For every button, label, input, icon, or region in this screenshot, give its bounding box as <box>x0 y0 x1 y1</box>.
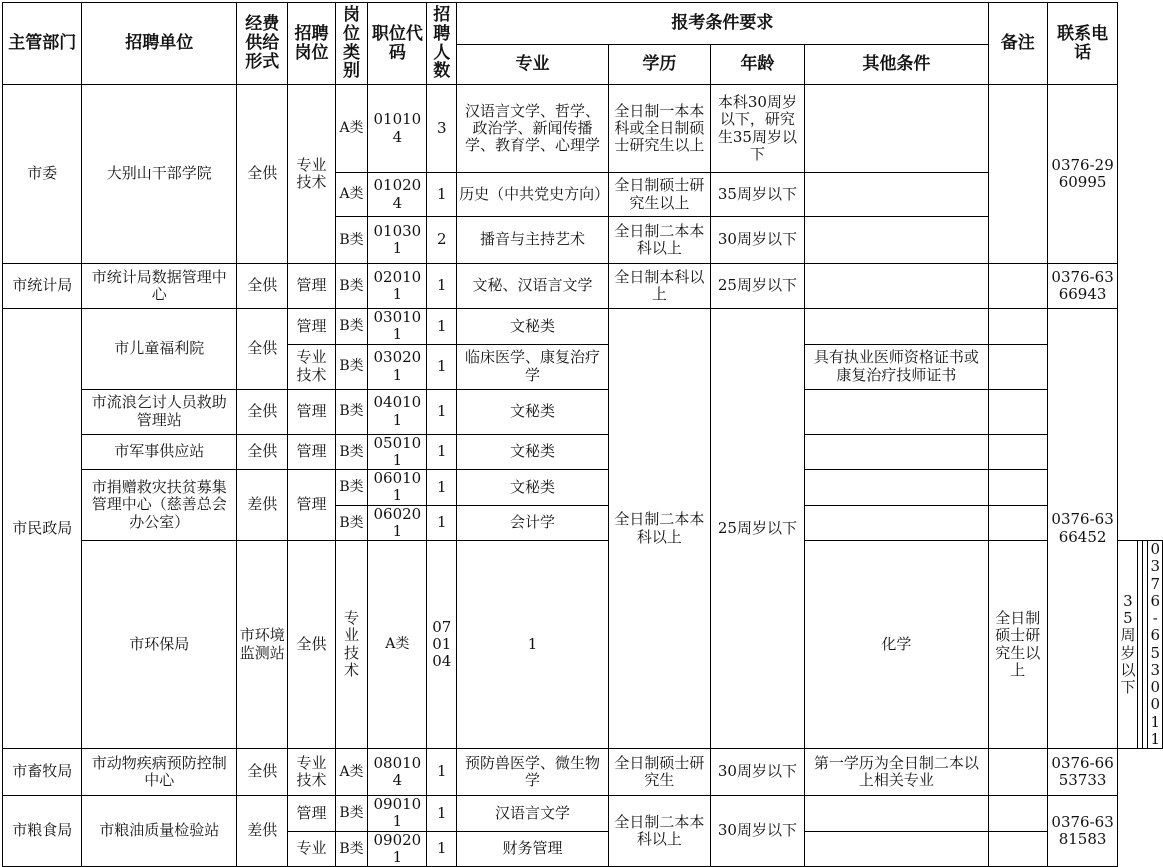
funding-cell: 全供 <box>288 541 335 749</box>
funding-cell: 全供 <box>237 389 288 434</box>
other-cell <box>805 389 989 434</box>
funding-cell: 全供 <box>237 749 288 796</box>
category-cell: B类 <box>335 434 368 470</box>
code-cell: 090201 <box>368 831 427 867</box>
major-cell: 财务管理 <box>457 831 609 867</box>
phone-cell: 0376-2960995 <box>1047 85 1118 264</box>
category-cell: A类 <box>335 173 368 217</box>
category-cell: A类 <box>335 749 368 796</box>
remark-cell <box>988 264 1047 309</box>
edu-cell: 全日制硕士研究生以上 <box>988 541 1047 749</box>
phone-cell: 0376-6653733 <box>1047 749 1118 796</box>
age-cell: 30周岁以下 <box>710 796 804 867</box>
header-funding: 经费供给形式 <box>237 3 288 85</box>
unit-cell: 市环境监测站 <box>237 541 288 749</box>
table-row <box>3 796 1163 832</box>
major-cell: 文秘、汉语言文学 <box>457 264 609 309</box>
age-cell: 本科30周岁以下，研究生35周岁以下 <box>710 85 804 173</box>
category-cell: A类 <box>368 541 427 749</box>
recruitment-table <box>2 2 1163 867</box>
header-code: 职位代码 <box>368 3 427 85</box>
code-cell: 020101 <box>368 264 427 309</box>
post-cell: 管理 <box>288 264 335 309</box>
major-cell: 预防兽医学、微生物学 <box>457 749 609 796</box>
funding-cell: 全供 <box>237 85 288 264</box>
category-cell: B类 <box>335 264 368 309</box>
code-cell: 010204 <box>368 173 427 217</box>
category-cell: B类 <box>335 470 368 506</box>
major-cell: 播音与主持艺术 <box>457 217 609 264</box>
code-cell: 080104 <box>368 749 427 796</box>
other-cell <box>805 309 989 345</box>
header-dept: 主管部门 <box>3 3 82 85</box>
header-age: 年龄 <box>710 45 804 85</box>
unit-cell: 大别山干部学院 <box>82 85 237 264</box>
code-cell: 090101 <box>368 796 427 832</box>
unit-cell: 市军事供应站 <box>82 434 237 470</box>
unit-cell: 市流浪乞讨人员救助管理站 <box>82 389 237 434</box>
major-cell: 文秘类 <box>457 309 609 345</box>
edu-cell: 全日制二本本科以上 <box>608 217 710 264</box>
remark-cell <box>988 434 1047 470</box>
other-cell <box>805 173 989 217</box>
edu-cell: 全日制硕士研究生以上 <box>608 173 710 217</box>
remark-cell <box>988 796 1047 832</box>
header-other: 其他条件 <box>805 45 989 85</box>
unit-cell: 市儿童福利院 <box>82 309 237 390</box>
unit-cell: 市捐赠救灾扶贫募集管理中心（慈善总会办公室） <box>82 470 237 541</box>
dept-cell: 市统计局 <box>3 264 82 309</box>
major-cell: 会计学 <box>457 505 609 541</box>
table-row <box>3 541 1163 749</box>
other-cell: 具有执业医师资格证书或康复治疗技师证书 <box>805 344 989 389</box>
count-cell: 1 <box>427 173 457 217</box>
remark-cell <box>988 831 1047 867</box>
major-cell: 汉语言文学、哲学、政治学、新闻传播学、教育学、心理学 <box>457 85 609 173</box>
count-cell: 1 <box>427 389 457 434</box>
major-cell: 文秘类 <box>457 389 609 434</box>
age-cell: 25周岁以下 <box>710 309 804 749</box>
other-cell <box>805 85 989 173</box>
edu-cell: 全日制本科以上 <box>608 264 710 309</box>
table-row <box>3 434 1163 470</box>
count-cell: 1 <box>427 264 457 309</box>
code-cell: 050101 <box>368 434 427 470</box>
other-cell <box>805 264 989 309</box>
remark-cell <box>988 344 1047 389</box>
major-cell: 临床医学、康复治疗学 <box>457 344 609 389</box>
table-row <box>3 309 1163 345</box>
category-cell: B类 <box>335 505 368 541</box>
edu-cell: 全日制二本本科以上 <box>608 796 710 867</box>
funding-cell: 全供 <box>237 309 288 390</box>
dept-cell: 市环保局 <box>82 541 237 749</box>
count-cell: 1 <box>427 505 457 541</box>
unit-cell: 市统计局数据管理中心 <box>82 264 237 309</box>
other-cell <box>805 217 989 264</box>
code-cell: 070104 <box>427 541 457 749</box>
header-phone: 联系电话 <box>1047 3 1118 85</box>
category-cell: B类 <box>335 344 368 389</box>
post-cell: 管理 <box>288 389 335 434</box>
remark-cell <box>988 505 1047 541</box>
header-conditions: 报考条件要求 <box>457 3 989 45</box>
other-cell <box>805 434 989 470</box>
table-row <box>3 389 1163 434</box>
remark-cell <box>988 470 1047 506</box>
funding-cell: 全供 <box>237 264 288 309</box>
dept-cell: 市畜牧局 <box>3 749 82 796</box>
count-cell: 1 <box>427 434 457 470</box>
age-cell: 30周岁以下 <box>710 749 804 796</box>
code-cell: 060101 <box>368 470 427 506</box>
header-edu: 学历 <box>608 45 710 85</box>
header-row-1 <box>3 3 1163 45</box>
unit-cell: 市粮油质量检验站 <box>82 796 237 867</box>
code-cell: 010301 <box>368 217 427 264</box>
table-row <box>3 264 1163 309</box>
age-cell: 35周岁以下 <box>710 173 804 217</box>
other-cell <box>805 796 989 832</box>
header-unit: 招聘单位 <box>82 3 237 85</box>
major-cell: 汉语言文学 <box>457 796 609 832</box>
phone-cell: 0376-6366943 <box>1047 264 1118 309</box>
header-category: 岗位类别 <box>335 3 368 85</box>
post-cell: 管理 <box>288 434 335 470</box>
phone-cell: 0376-6530011 <box>1148 541 1163 749</box>
header-major: 专业 <box>457 45 609 85</box>
table-row <box>3 85 1163 173</box>
major-cell: 化学 <box>805 541 989 749</box>
table-row <box>3 749 1163 796</box>
dept-cell: 市委 <box>3 85 82 264</box>
count-cell: 1 <box>427 344 457 389</box>
count-cell: 1 <box>427 749 457 796</box>
remark-cell <box>988 85 1047 264</box>
funding-cell: 差供 <box>237 470 288 541</box>
edu-cell: 全日制硕士研究生 <box>608 749 710 796</box>
other-cell <box>805 831 989 867</box>
remark-cell <box>988 389 1047 434</box>
edu-cell: 全日制二本本科以上 <box>608 309 710 749</box>
header-remark: 备注 <box>988 3 1047 85</box>
age-cell: 25周岁以下 <box>710 264 804 309</box>
post-cell: 管理 <box>288 309 335 345</box>
other-cell <box>805 470 989 506</box>
category-cell: B类 <box>335 217 368 264</box>
post-cell: 管理 <box>288 796 335 832</box>
code-cell: 060201 <box>368 505 427 541</box>
post-cell: 专业 <box>288 831 335 867</box>
post-cell: 专业技术 <box>288 85 335 264</box>
post-cell: 专业技术 <box>335 541 368 749</box>
count-cell: 3 <box>427 85 457 173</box>
table-row <box>3 470 1163 506</box>
other-cell: 第一学历为全日制二本以上相关专业 <box>805 749 989 796</box>
edu-cell: 全日制一本本科或全日制硕士研究生以上 <box>608 85 710 173</box>
code-cell: 030201 <box>368 344 427 389</box>
major-cell: 文秘类 <box>457 470 609 506</box>
age-cell: 35周岁以下 <box>1118 541 1138 749</box>
count-cell: 1 <box>427 470 457 506</box>
category-cell: B类 <box>335 389 368 434</box>
dept-cell: 市粮食局 <box>3 796 82 867</box>
post-cell: 专业技术 <box>288 344 335 389</box>
unit-cell: 市动物疾病预防控制中心 <box>82 749 237 796</box>
major-cell: 历史（中共党史方向） <box>457 173 609 217</box>
age-cell: 30周岁以下 <box>710 217 804 264</box>
header-post: 招聘岗位 <box>288 3 335 85</box>
category-cell: A类 <box>335 85 368 173</box>
funding-cell: 全供 <box>237 434 288 470</box>
post-cell: 管理 <box>288 470 335 541</box>
count-cell: 1 <box>427 831 457 867</box>
phone-cell: 0376-6366452 <box>1047 309 1118 749</box>
category-cell: B类 <box>335 831 368 867</box>
post-cell: 专业技术 <box>288 749 335 796</box>
count-cell: 2 <box>427 217 457 264</box>
other-cell <box>805 505 989 541</box>
count-cell: 1 <box>427 796 457 832</box>
category-cell: B类 <box>335 309 368 345</box>
code-cell: 030101 <box>368 309 427 345</box>
category-cell: B类 <box>335 796 368 832</box>
code-cell: 040101 <box>368 389 427 434</box>
dept-cell: 市民政局 <box>3 309 82 749</box>
code-cell: 010104 <box>368 85 427 173</box>
count-cell: 1 <box>457 541 609 749</box>
funding-cell: 差供 <box>237 796 288 867</box>
major-cell: 文秘类 <box>457 434 609 470</box>
remark-cell <box>988 749 1047 796</box>
phone-cell: 0376-6381583 <box>1047 796 1118 867</box>
header-count: 招聘人数 <box>427 3 457 85</box>
count-cell: 1 <box>427 309 457 345</box>
remark-cell <box>988 309 1047 345</box>
